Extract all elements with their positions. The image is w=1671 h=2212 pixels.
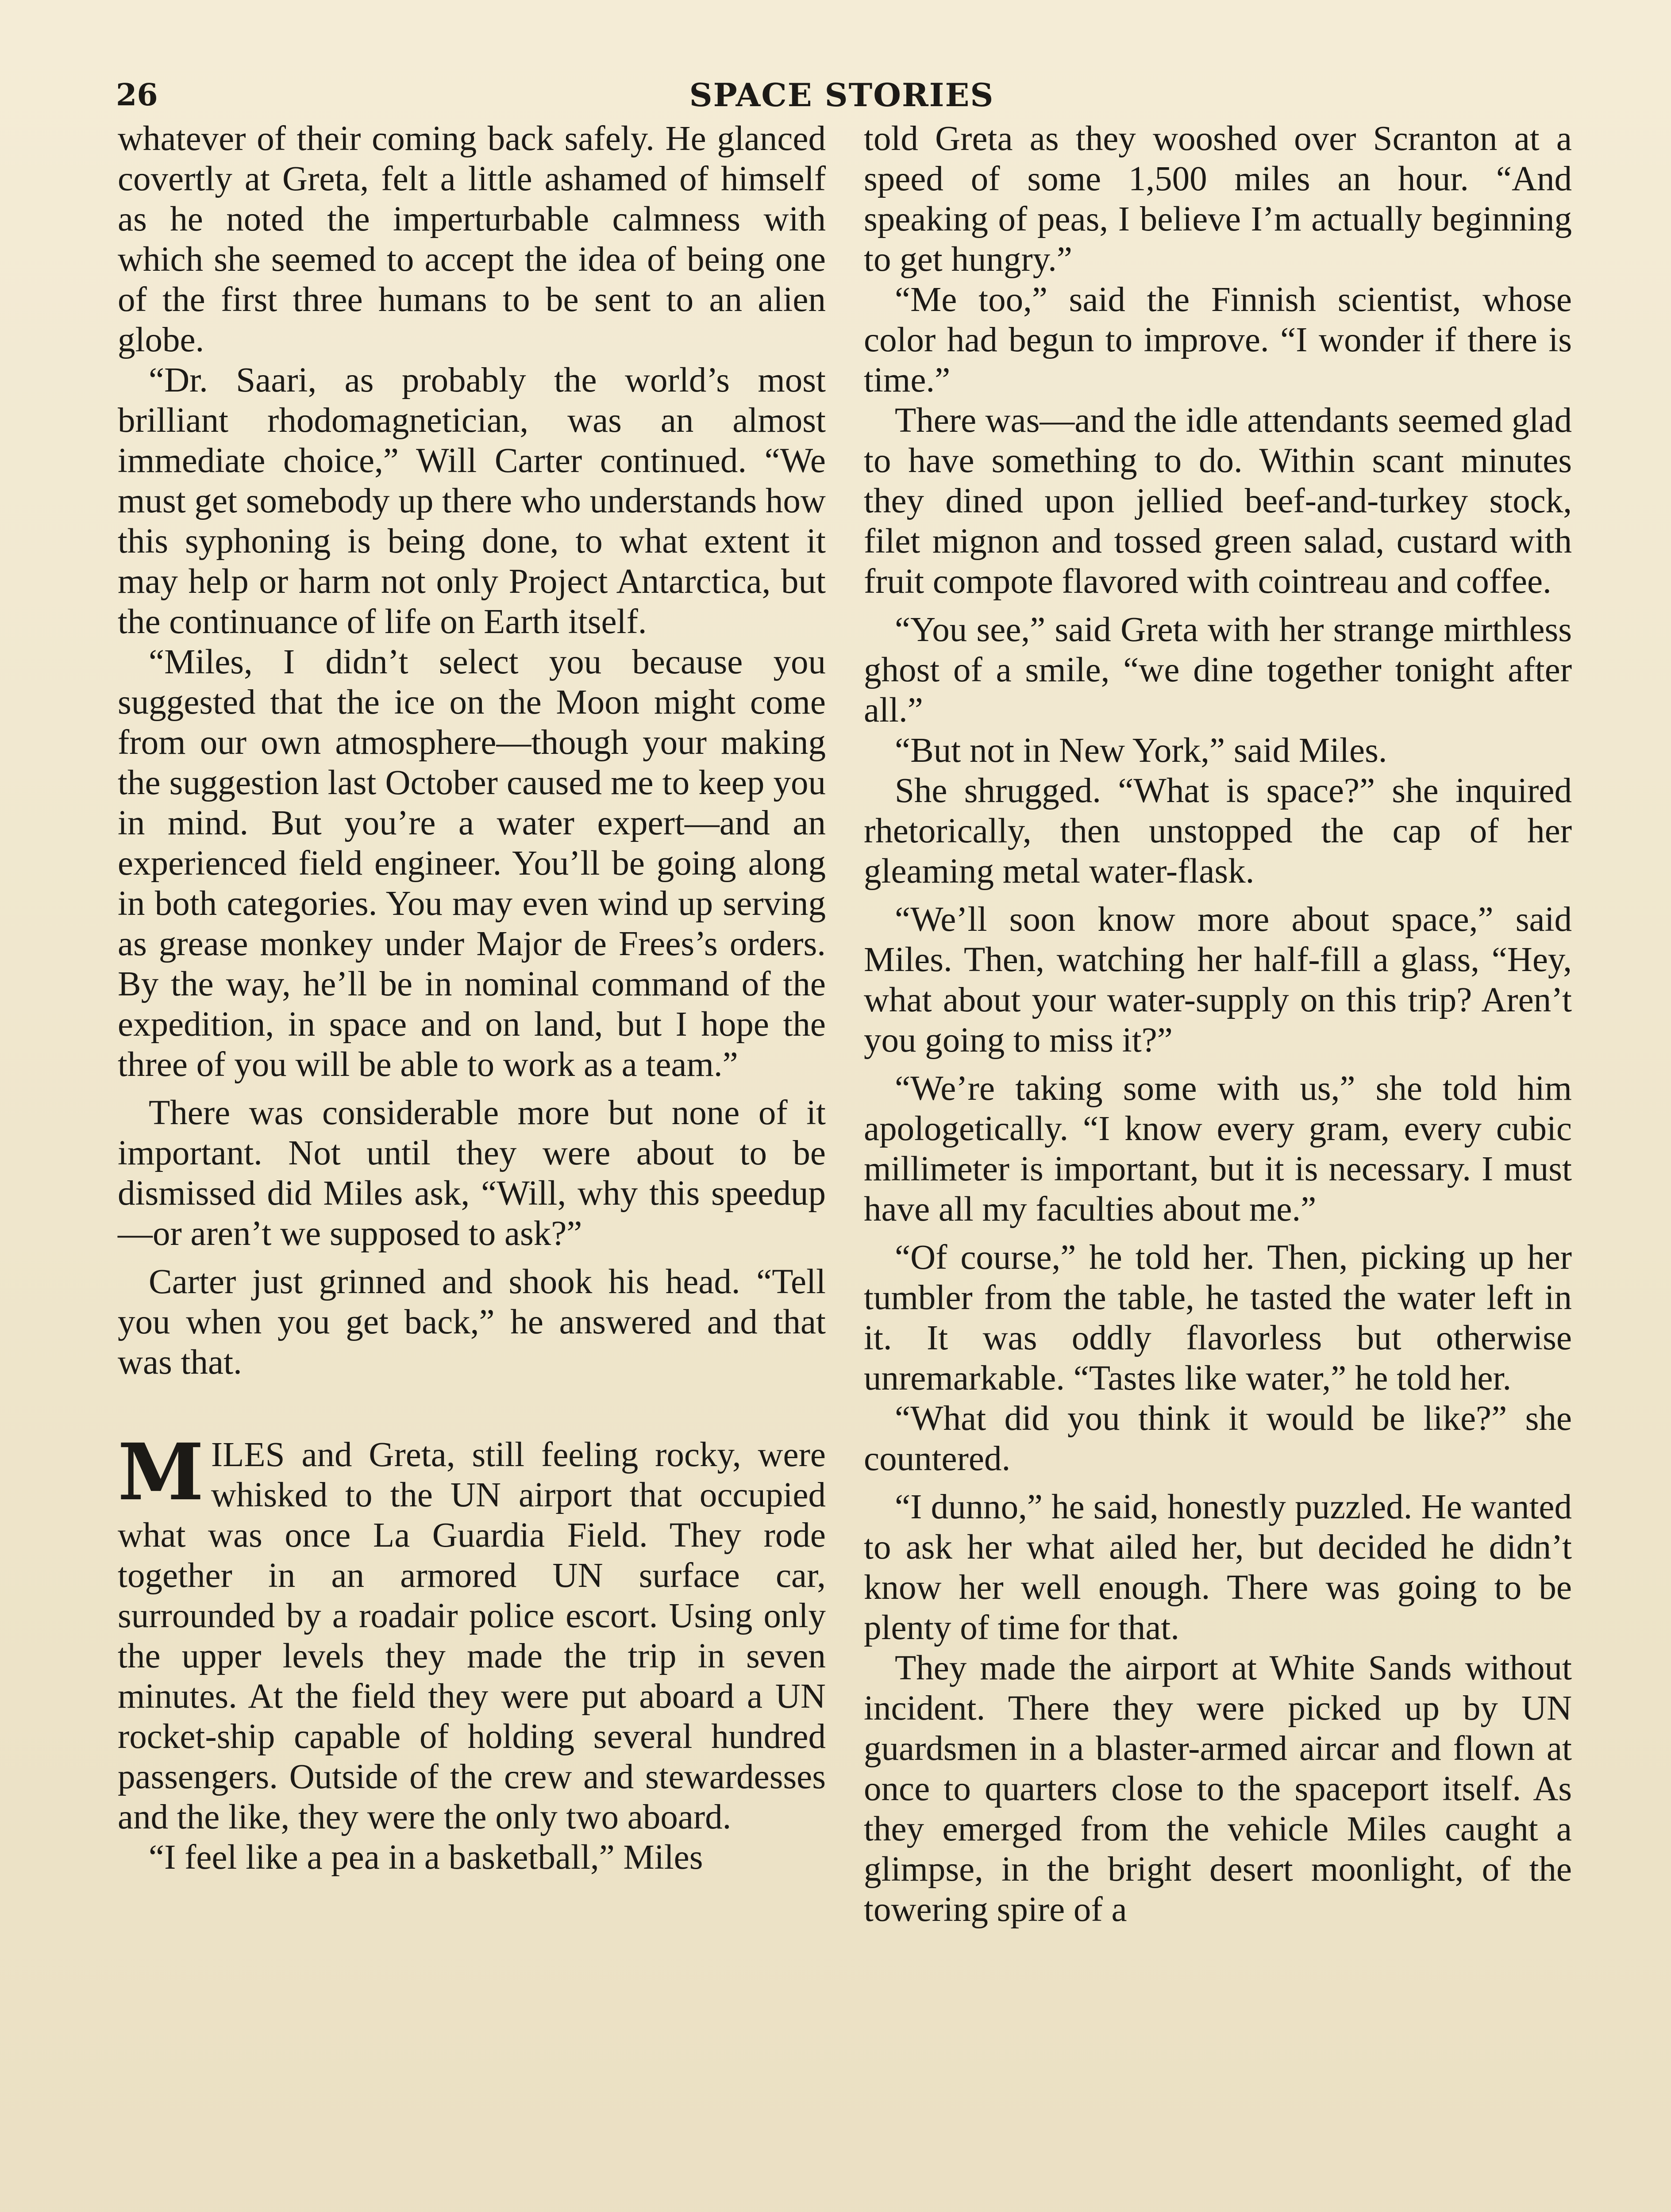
paragraph: She shrugged. “What is space?” she inquired rhetorically, then unstopped the cap of her gleaming metal water-flask. — [864, 772, 1572, 891]
page-header — [116, 71, 1567, 119]
paragraph: “What did you think it would be like?” she countered. — [864, 1399, 1572, 1478]
paragraph: “But not in New York,” said Miles. — [895, 731, 1387, 770]
running-title: SPACE STORIES — [689, 76, 994, 114]
paragraph: “I dunno,” he said, honestly puzzled. He wanted to ask her what ailed her, but decided he didn’t know her well enough. There was going to be plenty of time for that. — [864, 1488, 1572, 1647]
paragraph: “You see,” said Greta with her strange mirthless ghost of a smile, “we dine together tonight after all.” — [864, 611, 1572, 730]
paragraph: “Miles, I didn’t select you because you suggested that the ice on the Moon might come from our own atmosphere—though your making the suggestion last October caused me to keep you in mind. But you’re a water expert—and an experienced field engineer. You’ll be going along in both categories. You may even wind up serving as grease monkey under Major de Frees’s orders. By the way, he’ll be in nominal command of the expedition, in space and on land, but I hope the three of you will be able to work as a team.” — [118, 643, 826, 1084]
left-column — [118, 119, 826, 1878]
paragraph: “We’ll soon know more about space,” said Miles. Then, watching her half-fill a glass, “Hey, what about your water-supply on this trip? Aren’t you going to miss it?” — [864, 900, 1572, 1060]
right-column — [864, 119, 1572, 1930]
section-paragraph — [118, 1426, 826, 1837]
paragraph: They made the airport at White Sands without incident. There they were picked up by UN guardsmen in a blaster-armed aircar and flown at once to quarters close to the spaceport itself. As they emerged from the vehicle Miles caught a glimpse, in the bright desert moonlight, of the towering spire of a — [864, 1649, 1572, 1929]
paragraph: There was—and the idle attendants seemed glad to have something to do. Within scant minutes they dined upon jellied beef-and-turkey stock, filet mignon and tossed green salad, custard with fruit compote flavored with cointreau and coffee. — [864, 401, 1572, 601]
paragraph: Carter just grinned and shook his head. “Tell you when you get back,” he answered and that was that. — [118, 1263, 826, 1382]
paragraph: “Of course,” he told her. Then, picking up her tumbler from the table, he tasted the water left in it. It was oddly flavorless but otherwise unremarkable. “Tastes like water,” he told her. — [864, 1238, 1572, 1398]
paragraph: told Greta as they wooshed over Scranton at a speed of some 1,500 miles an hour. “And speaking of peas, I believe I’m actually beginning to get hungry.” — [864, 119, 1572, 279]
drop-cap: M — [118, 1426, 204, 1518]
section-text: ILES and Greta, still feeling rocky, were whisked to the UN airport that occupied what was once La Guardia Field. They rode together in an armored UN surface car, surrounded by a roadair police escort. Using only the upper levels they made the trip in seven minutes. At the field they were put aboard a UN rocket-ship capable of holding several hundred passengers. Outside of the crew and stewardesses and the like, they were the only two aboard. — [118, 1436, 826, 1836]
paragraph: “Me too,” said the Finnish scientist, whose color had begun to improve. “I wonder if there is time.” — [864, 280, 1572, 399]
paragraph: “I feel like a pea in a basketball,” Miles — [149, 1838, 703, 1877]
page-number: 26 — [116, 77, 158, 113]
paragraph: There was considerable more but none of it important. Not until they were about to be dismissed did Miles ask, “Will, why this speedup—or aren’t we supposed to ask?” — [118, 1094, 826, 1253]
section-start — [118, 1426, 826, 1837]
paragraph: “Dr. Saari, as probably the world’s most brilliant rhodomagnetician, was an almost immediate choice,” Will Carter continued. “We must get somebody up there who understands how this syphoning is being done, to what extent it may help or harm not only Project Antarctica, but the continuance of life on Earth itself. — [118, 361, 826, 641]
paragraph: “We’re taking some with us,” she told him apologetically. “I know every gram, every cubic millimeter is important, but it is necessary. I must have all my faculties about me.” — [864, 1069, 1572, 1229]
paragraph: whatever of their coming back safely. He glanced covertly at Greta, felt a little ashamed of himself as he noted the imperturbable calmness with which she seemed to accept the idea of being one of the first three humans to be sent to an alien globe. — [118, 119, 826, 359]
